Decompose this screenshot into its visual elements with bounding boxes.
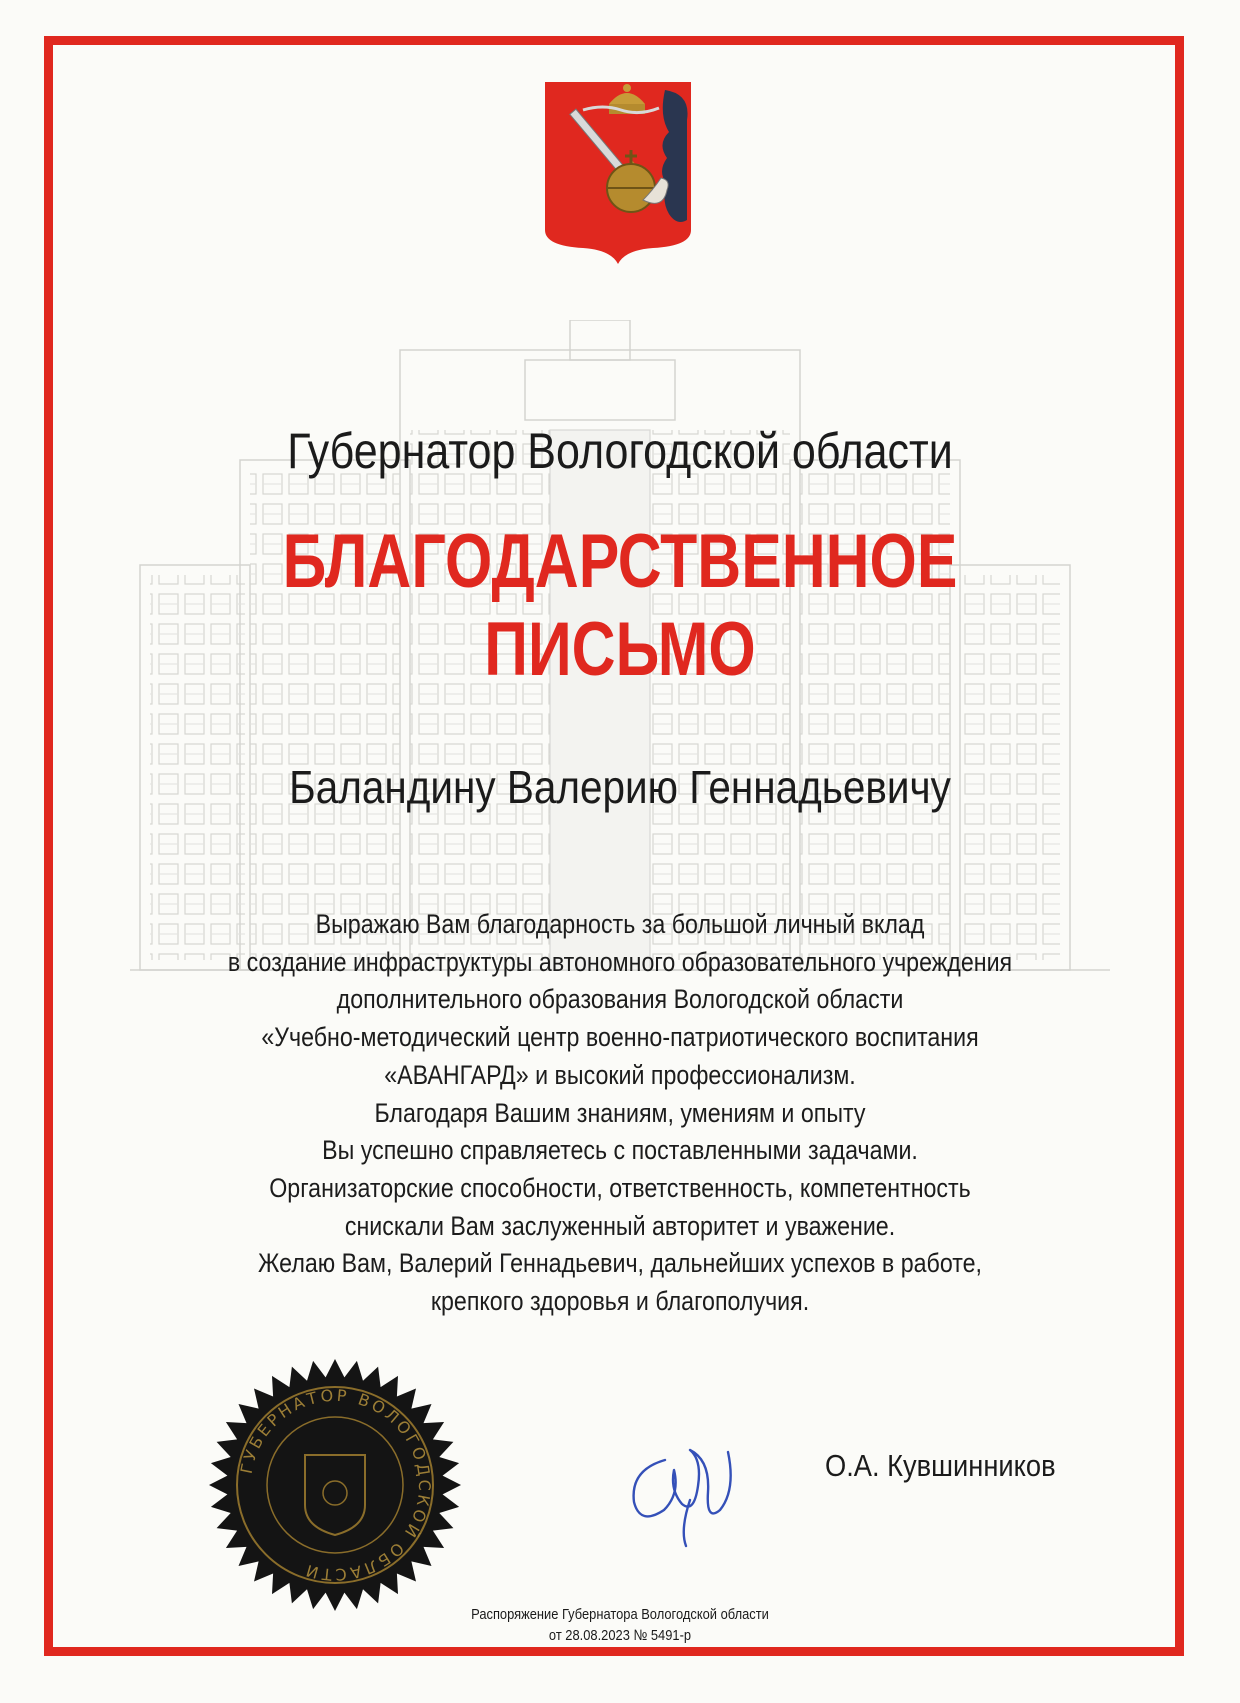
body-line: «АВАНГАРД» и высокий профессионализм. [384,1059,856,1090]
vologda-coat-of-arms-icon [543,80,693,266]
body-line: снискали Вам заслуженный авторитет и уважение. [344,1210,896,1241]
body-line: Желаю Вам, Валерий Геннадьевич, дальнейших успехов в работе, [258,1248,982,1279]
document-title [204,518,1036,694]
body-line: дополнительного образования Вологодской области [336,984,904,1015]
handwritten-signature [620,1430,750,1550]
footer-line-2: от 28.08.2023 № 5491-р [548,1627,692,1644]
footer-decree [414,1604,827,1646]
gold-embossed-seal-icon [205,1355,465,1615]
document-title-line-2: ПИСЬМО [484,607,756,692]
letter-body [224,906,1015,1321]
signer-name: О.А. Кувшинников [825,1448,1056,1483]
body-line: Организаторские способности, ответственность, компетентность [269,1172,971,1203]
recipient-name: Баландину Валерию Геннадьевичу [289,761,951,813]
body-line: Благодаря Вашим знаниям, умениям и опыту [374,1097,866,1128]
body-line: крепкого здоровья и благополучия. [430,1286,810,1317]
body-line: Выражаю Вам благодарность за большой личный вклад [315,909,925,939]
document-title-line-1: БЛАГОДАРСТВЕННОЕ [282,519,958,604]
footer-line-1: Распоряжение Губернатора Вологодской области [471,1606,769,1623]
body-line: «Учебно-методический центр военно-патриотического воспитания [261,1022,979,1053]
body-line: в создание инфраструктуры автономного образовательного учреждения [227,946,1013,977]
seal-text: ГУБЕРНАТОР ВОЛОГОДСКОЙ ОБЛАСТИ [236,1385,435,1585]
issuer-title: Губернатор Вологодской области [287,423,953,479]
body-line: Вы успешно справляетесь с поставленными задачами. [322,1135,918,1166]
